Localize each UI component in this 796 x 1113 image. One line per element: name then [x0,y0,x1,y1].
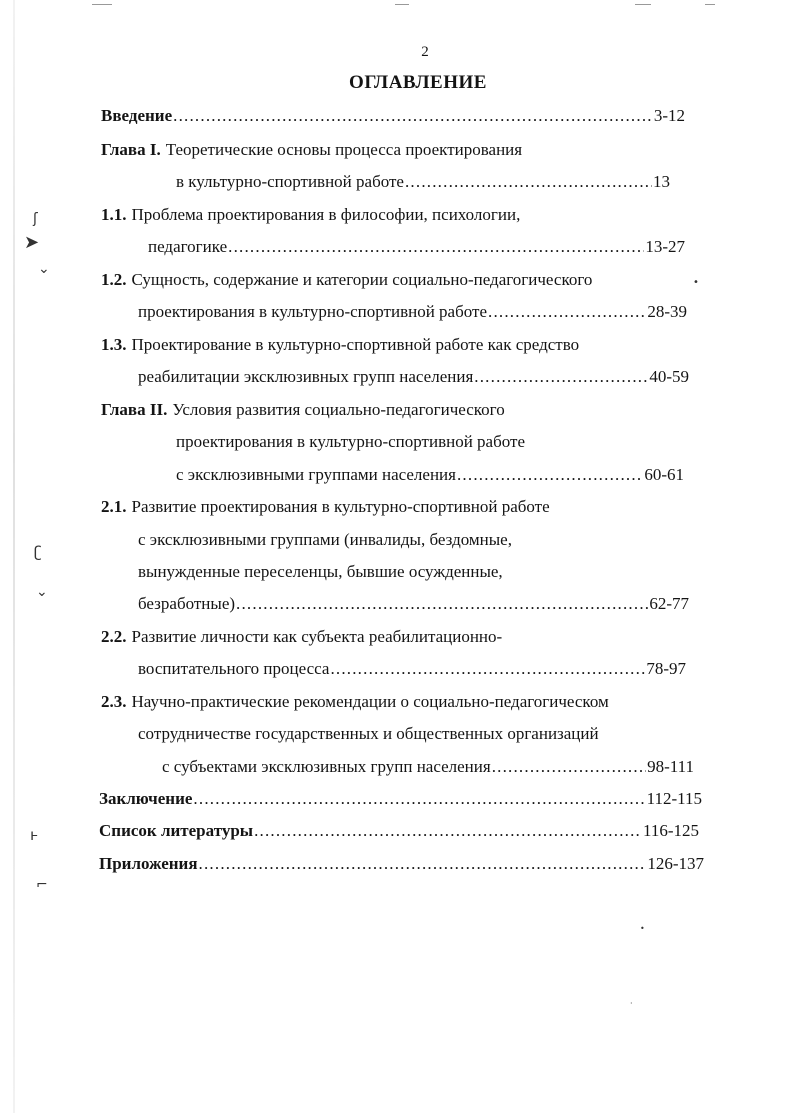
scan-mark: • [640,924,645,933]
toc-chapter-2-line2[interactable] [176,432,525,452]
toc-entry-conclusion[interactable] [99,789,702,809]
toc-entry-label: Заключение [99,789,193,808]
toc-section-1-2-line2[interactable] [138,302,687,322]
section-title-line: воспитательного процесса [138,659,330,678]
toc-title: ОГЛАВЛЕНИЕ [349,72,487,93]
chapter-title-line: Условия развития социально-педагогического [172,400,505,419]
section-title-line: Проектирование в культурно-спортивной работе как средство [131,335,580,354]
toc-chapter-1-line1[interactable] [101,140,522,160]
dot-leader [193,789,645,809]
chapter-title-line: Теоретические основы процесса проектирования [165,140,523,159]
dot-leader [173,106,653,126]
section-number: 1.1. [101,205,127,224]
toc-section-2-2-line1[interactable] [101,627,502,647]
scan-edge-line [13,0,15,1113]
scan-dash [92,4,112,5]
dot-leader [236,594,648,614]
dot-leader [492,757,646,777]
toc-chapter-2-line1[interactable] [101,400,505,420]
toc-section-1-2-line1[interactable] [101,270,592,290]
toc-section-2-1-line4[interactable] [138,594,689,614]
section-number: 1.2. [101,270,127,289]
section-title-line: с эксклюзивными группами (инвалиды, бездомные, [138,530,512,549]
section-title-line: Развитие проектирования в культурно-спортивной работе [131,497,550,516]
dot-leader [488,302,646,322]
section-number: 2.2. [101,627,127,646]
scan-mark: ⌐ [36,877,48,893]
section-title-line: безработные) [138,594,236,613]
chapter-title-line: с эксклюзивными группами населения [176,465,456,484]
chapter-title-line: в культурно-спортивной работе [176,172,404,191]
section-title-line: педагогике [148,237,228,256]
toc-chapter-2-line3[interactable] [176,465,684,485]
toc-section-2-2-line2[interactable] [138,659,686,679]
dot-leader [228,237,644,257]
toc-section-2-1-line1[interactable] [101,497,550,517]
toc-page-range: 40-59 [649,367,689,386]
scan-mark: ⌄ [38,261,50,277]
scan-mark: ʃ [33,211,38,227]
chapter-number: Глава I. [101,140,161,159]
scan-dash [635,4,651,5]
toc-entry-label: Введение [101,106,173,125]
section-title-line: Развитие личности как субъекта реабилитационно- [131,627,503,646]
chapter-number: Глава II. [101,400,168,419]
toc-section-1-3-line1[interactable] [101,335,579,355]
toc-page-range: 13-27 [645,237,685,256]
section-number: 2.3. [101,692,127,711]
scan-mark: • [693,277,699,288]
scan-mark: · [630,999,633,1008]
toc-entry-appendices[interactable] [99,854,704,874]
toc-page-range: 98-111 [647,757,694,776]
scan-dash [395,4,409,5]
dot-leader [254,821,642,841]
section-title-line: Проблема проектирования в философии, психологии, [131,205,521,224]
section-number: 1.3. [101,335,127,354]
toc-section-1-3-line2[interactable] [138,367,689,387]
dot-leader [457,465,643,485]
toc-section-2-3-line1[interactable] [101,692,609,712]
toc-page-range: 116-125 [642,821,699,840]
toc-entry-label: Приложения [99,854,198,873]
toc-section-2-1-line3[interactable] [138,562,503,582]
toc-entry-intro[interactable] [101,106,685,126]
scan-mark: ⱶ [30,826,39,844]
dot-leader [474,367,648,387]
toc-page-range: 3-12 [653,106,685,125]
scan-mark: ⌄ [36,584,48,600]
dot-leader [405,172,652,192]
toc-entry-label: Список литературы [99,821,254,840]
toc-entry-references[interactable] [99,821,699,841]
dot-leader [199,854,647,874]
section-title-line: проектирования в культурно-спортивной работе [138,302,487,321]
toc-page-range: 126-137 [647,854,704,873]
section-title-line: Научно-практические рекомендации о социально-педагогическом [131,692,609,711]
section-title-line: реабилитации эксклюзивных групп населения [138,367,474,386]
toc-section-1-1-line1[interactable] [101,205,520,225]
page-number: 2 [421,44,429,60]
toc-page-range: 28-39 [647,302,687,321]
toc-section-1-1-line2[interactable] [148,237,685,257]
toc-section-2-3-line3[interactable] [162,757,694,777]
toc-page-range: 13 [653,172,670,191]
scan-dash [705,4,715,5]
toc-page-range: 112-115 [646,789,702,808]
toc-page-range: 78-97 [646,659,686,678]
toc-page-range: 60-61 [644,465,684,484]
chapter-title-line: проектирования в культурно-спортивной работе [176,432,525,451]
toc-chapter-1-line2[interactable] [176,172,670,192]
toc-section-2-1-line2[interactable] [138,530,512,550]
toc-section-2-3-line2[interactable] [138,724,599,744]
section-title-line: вынужденные переселенцы, бывшие осужденные, [138,562,503,581]
dot-leader [330,659,645,679]
section-title-line: с субъектами эксклюзивных групп населения [162,757,491,776]
scan-mark: ➤ [24,232,40,253]
section-title-line: Сущность, содержание и категории социально-педагогического [131,270,593,289]
section-number: 2.1. [101,497,127,516]
scan-mark: ʗ [34,543,42,561]
section-title-line: сотрудничестве государственных и общественных организаций [138,724,599,743]
toc-page-range: 62-77 [649,594,689,613]
